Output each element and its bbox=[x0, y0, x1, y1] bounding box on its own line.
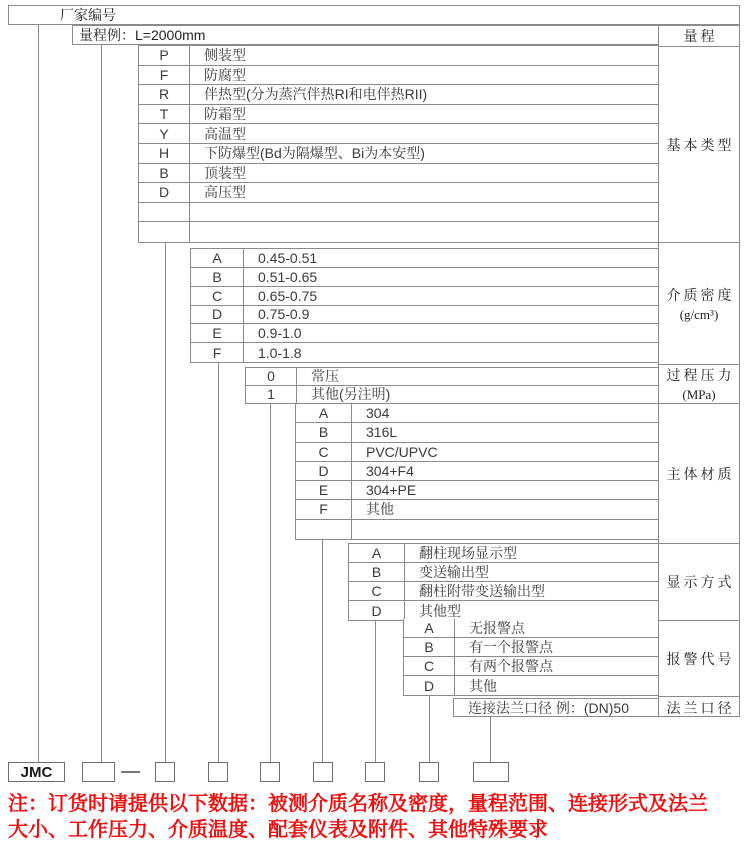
code-box-basic-type bbox=[155, 762, 175, 782]
table-row bbox=[139, 203, 658, 223]
option-code: A bbox=[296, 404, 352, 422]
table-row bbox=[191, 249, 658, 268]
side-label-body-material: 主体材质 bbox=[659, 403, 739, 543]
option-code: C bbox=[349, 582, 405, 600]
option-code: F bbox=[191, 343, 244, 362]
option-description: 有两个报警点 bbox=[469, 658, 553, 674]
table-row bbox=[296, 443, 658, 462]
table-row bbox=[191, 268, 658, 287]
table-row bbox=[139, 164, 658, 184]
side-label-process-pressure: 过程压力 (MPa) bbox=[659, 364, 739, 403]
option-code: D bbox=[191, 306, 244, 324]
medium-density-table bbox=[190, 248, 658, 363]
option-code: E bbox=[191, 324, 244, 342]
side-label-medium-density: 介质密度 (g/cm³) bbox=[659, 242, 739, 364]
option-code: D bbox=[349, 601, 405, 620]
option-description: 高温型 bbox=[204, 125, 246, 142]
connector-line-density bbox=[218, 361, 219, 762]
table-row bbox=[139, 144, 658, 164]
option-code bbox=[139, 222, 190, 242]
flange-size-text: 连接法兰口径 例：(DN)50 bbox=[468, 699, 630, 716]
model-prefix-text: JMC bbox=[20, 763, 53, 781]
option-code: R bbox=[139, 85, 190, 104]
code-box-material bbox=[313, 762, 333, 782]
code-box-alarm bbox=[419, 762, 439, 782]
option-description: 1.0-1.8 bbox=[258, 344, 302, 361]
option-code: B bbox=[349, 563, 405, 581]
option-code: F bbox=[139, 66, 190, 85]
option-code: Y bbox=[139, 124, 190, 143]
code-box-flange bbox=[473, 762, 509, 782]
body-material-table bbox=[295, 403, 658, 540]
table-row bbox=[404, 676, 658, 695]
connector-line-range bbox=[101, 45, 102, 762]
option-description: PVC/UPVC bbox=[366, 443, 438, 460]
table-row bbox=[246, 368, 658, 386]
option-code: C bbox=[191, 287, 244, 305]
option-description: 316L bbox=[366, 424, 398, 441]
option-code: D bbox=[296, 462, 352, 480]
option-description: 伴热型(分为蒸汽伴热RI和电伴热RII) bbox=[204, 86, 428, 103]
table-row bbox=[296, 500, 658, 519]
table-row bbox=[349, 563, 658, 582]
table-row bbox=[139, 46, 658, 66]
option-description: 304+PE bbox=[366, 482, 417, 499]
option-description: 翻柱现场显示型 bbox=[419, 545, 517, 561]
option-code: C bbox=[404, 657, 455, 675]
order-note-line2: 大小、工作压力、介质温度、配套仪表及附件、其他特殊要求 bbox=[8, 819, 548, 841]
table-row bbox=[139, 183, 658, 203]
option-description: 其他型 bbox=[419, 602, 461, 619]
connector-line-display bbox=[375, 619, 376, 762]
option-description: 其他 bbox=[366, 501, 394, 518]
category-label-column bbox=[658, 25, 740, 717]
option-code: E bbox=[296, 481, 352, 499]
connector-line-basic-type bbox=[165, 241, 166, 762]
connector-line-alarm bbox=[429, 695, 430, 762]
option-description: 顶装型 bbox=[204, 164, 246, 181]
model-prefix-box bbox=[8, 762, 65, 782]
option-description: 0.51-0.65 bbox=[258, 268, 318, 285]
option-code: B bbox=[191, 268, 244, 286]
connector-line-material bbox=[322, 538, 323, 762]
option-description: 其他(另注明) bbox=[311, 386, 391, 403]
code-separator-dash bbox=[121, 771, 140, 773]
table-row bbox=[296, 423, 658, 442]
option-description: 有一个报警点 bbox=[469, 639, 553, 655]
table-row bbox=[296, 404, 658, 423]
option-code: T bbox=[139, 105, 190, 124]
code-box-range bbox=[82, 762, 115, 782]
range-example-row bbox=[72, 25, 658, 45]
option-description: 防腐型 bbox=[204, 66, 246, 83]
code-box-density bbox=[208, 762, 228, 782]
table-row bbox=[296, 520, 658, 539]
table-row bbox=[349, 544, 658, 563]
order-note bbox=[8, 791, 748, 843]
option-code: F bbox=[296, 500, 352, 518]
code-box-display bbox=[365, 762, 385, 782]
table-row bbox=[349, 582, 658, 601]
table-row bbox=[191, 306, 658, 325]
option-code: B bbox=[296, 423, 352, 441]
table-row bbox=[191, 343, 658, 362]
option-code: A bbox=[191, 249, 244, 267]
table-row bbox=[191, 324, 658, 343]
manufacturer-number-row bbox=[8, 5, 740, 25]
option-code: C bbox=[296, 443, 352, 461]
option-description: 304 bbox=[366, 405, 390, 422]
option-code: 1 bbox=[246, 386, 297, 404]
table-row bbox=[139, 66, 658, 86]
side-label-display-mode: 显示方式 bbox=[659, 543, 739, 620]
side-label-flange-size: 法兰口径 bbox=[659, 696, 739, 718]
table-row bbox=[139, 85, 658, 105]
option-description: 高压型 bbox=[204, 184, 246, 201]
option-description: 下防爆型(Bd为隔爆型、Bi为本安型) bbox=[204, 145, 425, 162]
option-description: 侧装型 bbox=[204, 47, 246, 64]
process-pressure-table bbox=[245, 367, 658, 404]
option-code bbox=[139, 203, 190, 222]
option-code: P bbox=[139, 46, 190, 65]
option-description: 0.45-0.51 bbox=[258, 249, 318, 266]
option-description: 无报警点 bbox=[469, 620, 525, 636]
option-description: 304+F4 bbox=[366, 462, 414, 479]
table-row bbox=[296, 462, 658, 481]
option-description: 防霜型 bbox=[204, 106, 246, 123]
table-row bbox=[246, 386, 658, 404]
option-code: B bbox=[404, 638, 455, 656]
display-mode-table bbox=[348, 543, 658, 621]
side-label-alarm-code: 报警代号 bbox=[659, 620, 739, 696]
table-row bbox=[296, 481, 658, 500]
alarm-code-table bbox=[403, 619, 658, 696]
option-code: 0 bbox=[246, 368, 297, 385]
option-description: 翻柱附带变送输出型 bbox=[419, 583, 545, 599]
option-code: A bbox=[349, 544, 405, 562]
table-row bbox=[139, 124, 658, 144]
table-row bbox=[404, 638, 658, 657]
code-box-pressure bbox=[260, 762, 280, 782]
option-code: A bbox=[404, 619, 455, 637]
flange-size-row bbox=[453, 698, 658, 717]
option-description: 常压 bbox=[311, 368, 339, 385]
table-row bbox=[139, 222, 658, 242]
side-label-basic-type: 基本类型 bbox=[659, 46, 739, 242]
side-label-range: 量程 bbox=[683, 30, 718, 45]
basic-type-table bbox=[138, 45, 658, 243]
connector-line-pressure bbox=[270, 402, 271, 762]
table-row bbox=[404, 657, 658, 676]
option-code: B bbox=[139, 164, 190, 183]
order-note-line1: 注：订货时请提供以下数据：被测介质名称及密度，量程范围、连接形式及法兰 bbox=[8, 793, 708, 815]
option-code: H bbox=[139, 144, 190, 163]
option-description: 0.65-0.75 bbox=[258, 287, 318, 304]
option-code bbox=[296, 520, 352, 539]
option-code: D bbox=[139, 183, 190, 202]
option-code: D bbox=[404, 676, 455, 695]
option-description: 0.75-0.9 bbox=[258, 306, 310, 323]
table-row bbox=[404, 619, 658, 638]
table-row bbox=[191, 287, 658, 306]
range-example-label: 量程例：L=2000mm bbox=[79, 27, 206, 43]
option-description: 0.9-1.0 bbox=[258, 325, 302, 342]
option-description: 变送输出型 bbox=[419, 564, 489, 580]
manufacturer-number-label: 厂家编号 bbox=[60, 7, 116, 23]
table-row bbox=[139, 105, 658, 125]
connector-line-manufacturer bbox=[38, 25, 39, 762]
connector-line-flange bbox=[490, 717, 491, 762]
option-description: 其他 bbox=[469, 677, 497, 694]
